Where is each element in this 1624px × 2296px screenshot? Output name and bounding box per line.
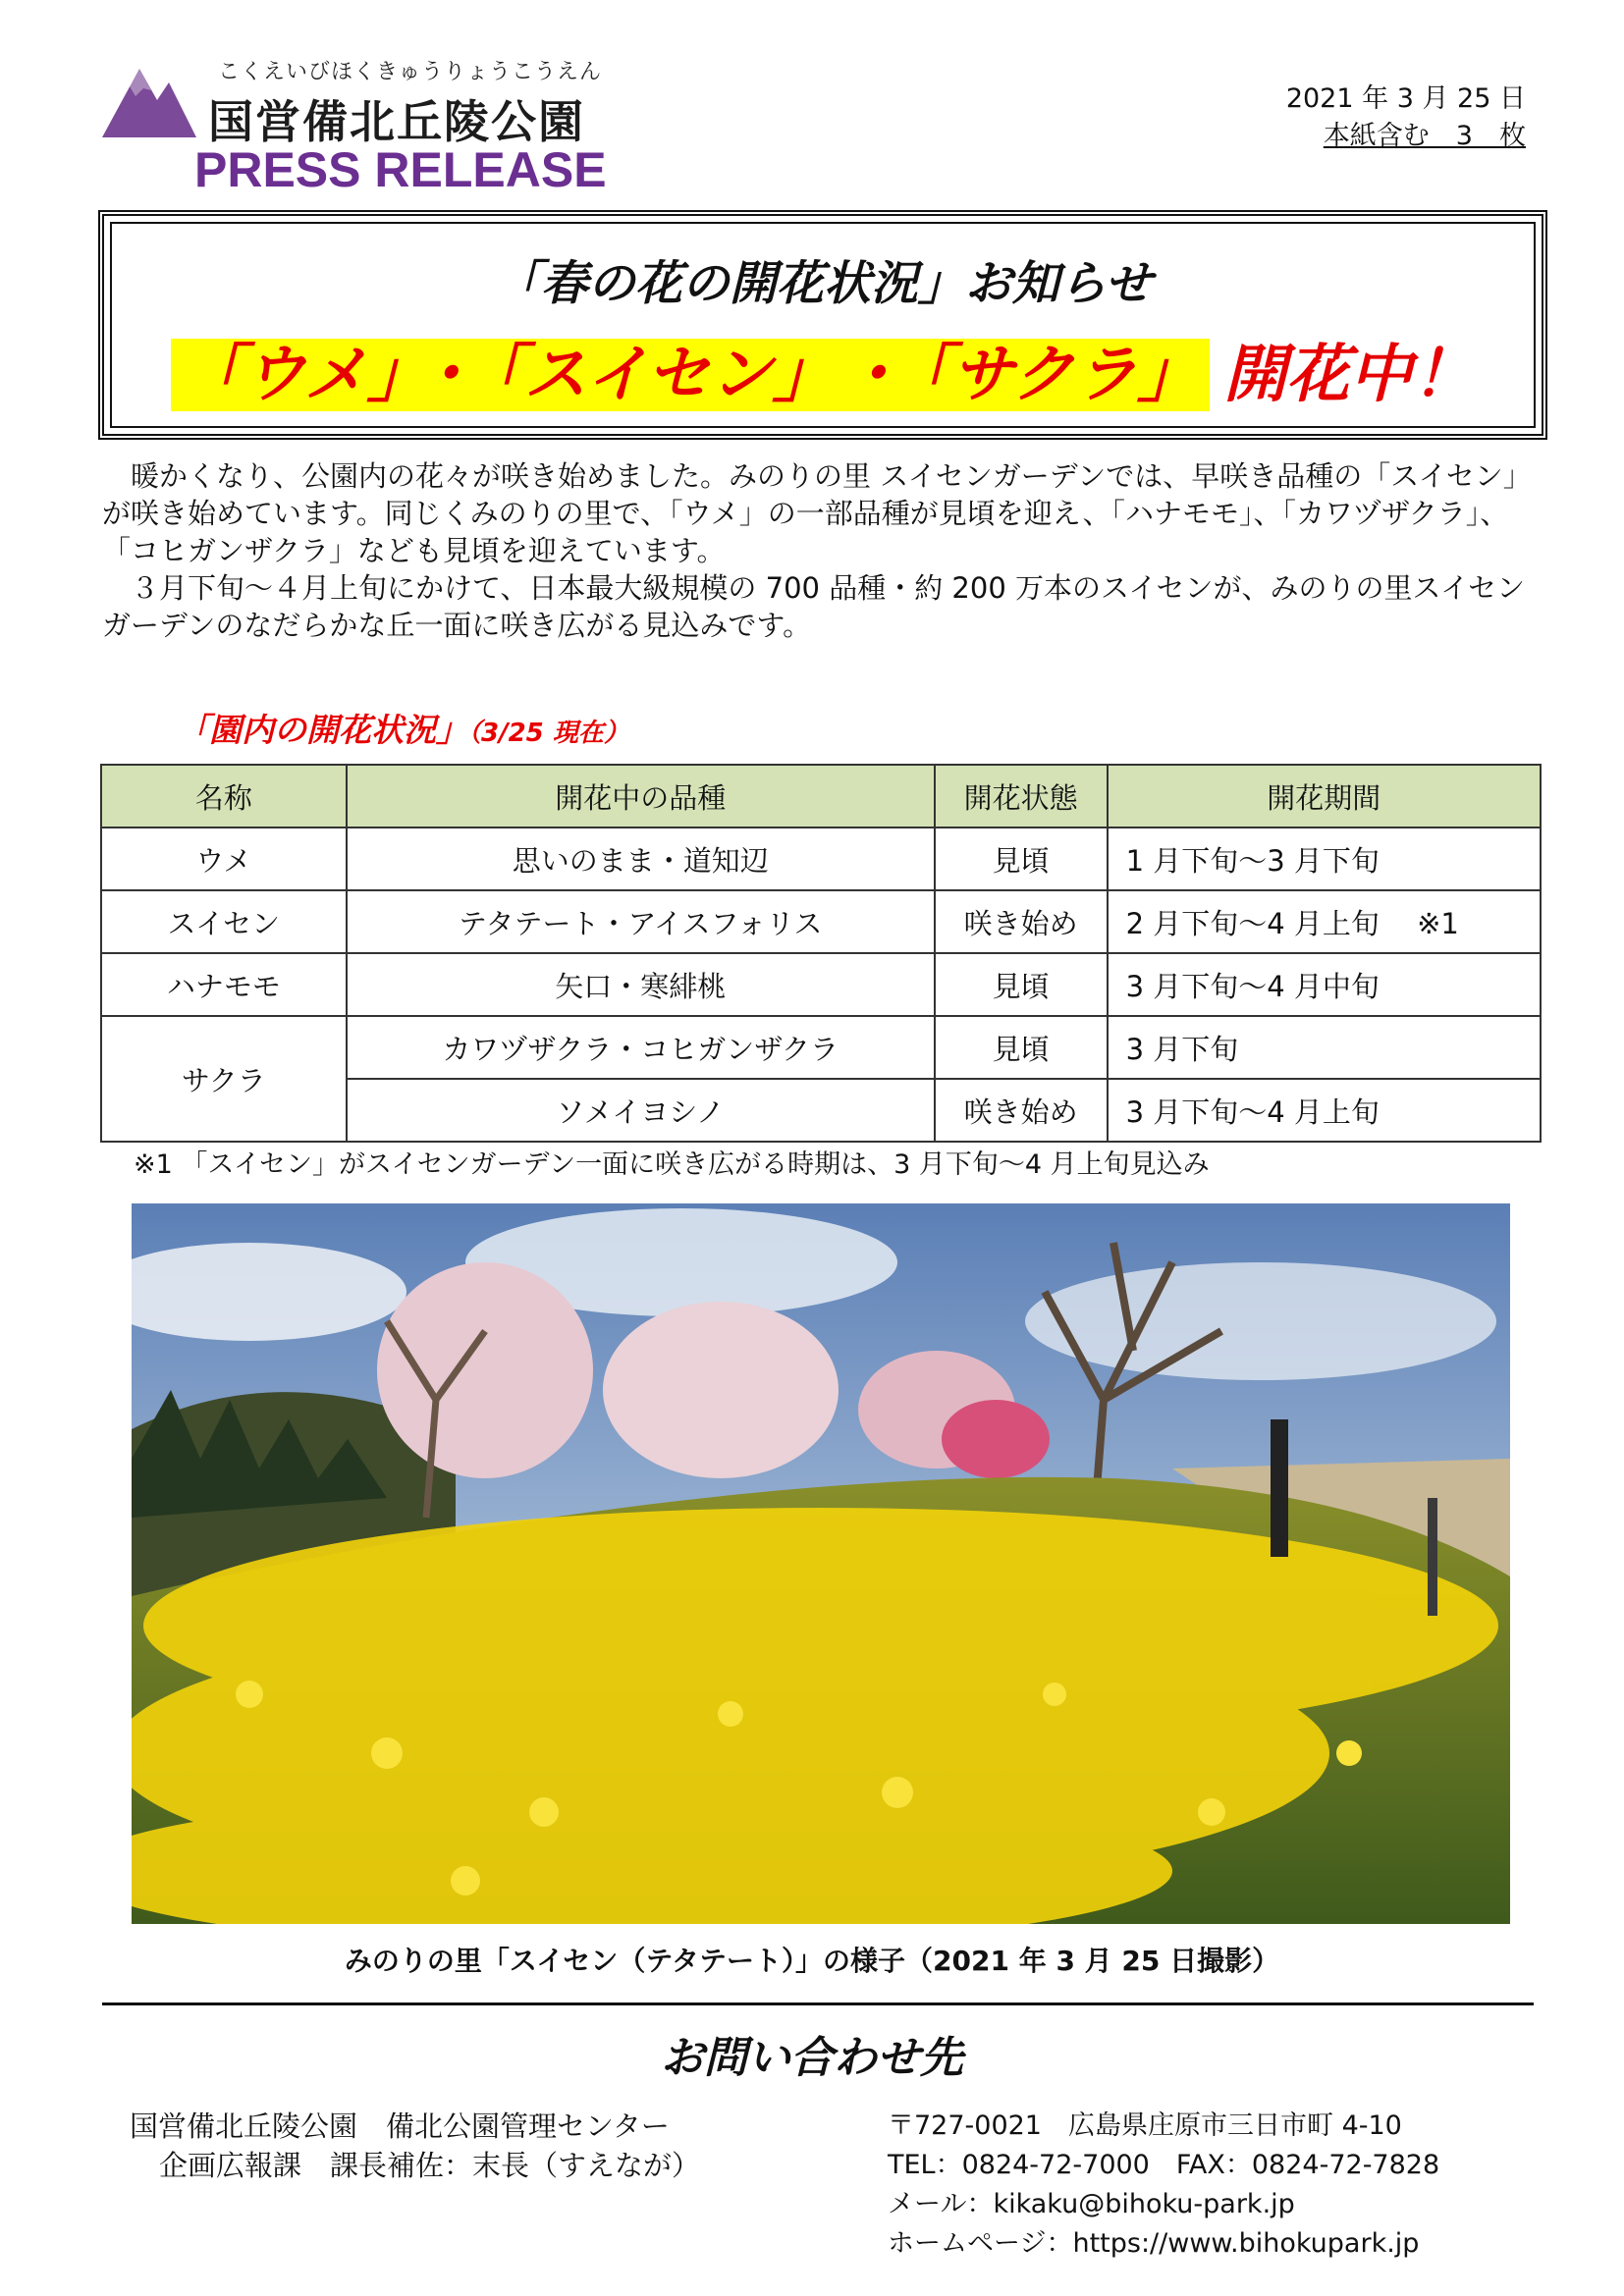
headline bbox=[104, 324, 1542, 414]
cell-period: 2 月下旬～4 月上旬 ※1 bbox=[1108, 890, 1541, 953]
bloom-status-table bbox=[100, 764, 1542, 1143]
daffodil-garden-photo bbox=[132, 1203, 1510, 1924]
org-line-1: 国営備北丘陵公園 備北公園管理センター bbox=[130, 2109, 670, 2143]
press-release-label: PRESS RELEASE bbox=[194, 142, 607, 197]
cell-period: 3 月下旬～4 月上旬 bbox=[1108, 1079, 1541, 1142]
divider bbox=[102, 2002, 1534, 2005]
title-box bbox=[98, 210, 1547, 440]
tel-fax: TEL：0824-72-7000 FAX：0824-72-7828 bbox=[888, 2150, 1440, 2180]
park-logo bbox=[100, 51, 630, 197]
header-name: 名称 bbox=[101, 765, 347, 828]
photo-caption: みのりの里「スイセン（テタテート）」の様子（2021 年 3 月 25 日撮影） bbox=[344, 1945, 1280, 1977]
header-period: 開花期間 bbox=[1108, 765, 1541, 828]
date-block bbox=[1286, 80, 1526, 155]
cell-status: 見頃 bbox=[935, 953, 1108, 1016]
table-row bbox=[101, 828, 1541, 890]
cell-status: 咲き始め bbox=[935, 1079, 1108, 1142]
cell-name: ウメ bbox=[101, 828, 347, 890]
section-title-date: （3/25 現在） bbox=[468, 719, 629, 748]
cell-variety: 思いのまま・道知辺 bbox=[347, 828, 935, 890]
email-address: メール：kikaku@bihoku-park.jp bbox=[888, 2189, 1295, 2219]
postal-address: 〒727-0021 広島県庄原市三日市町 4-10 bbox=[888, 2110, 1402, 2141]
cell-status: 咲き始め bbox=[935, 890, 1108, 953]
contact-organization bbox=[130, 2107, 700, 2185]
headline-rest: 開花中！ bbox=[1223, 339, 1476, 411]
logo-ruby-text: こくえいびほくきゅうりょうこうえん bbox=[218, 60, 603, 84]
cell-status: 見頃 bbox=[935, 1016, 1108, 1079]
intro-paragraph-1: 暖かくなり、公園内の花々が咲き始めました。みのりの里 スイセンガーデンでは、早咲き品種の「スイセン」が咲き始めています。同じくみのりの里で、「ウメ」の一部品種が見頃を迎え、「ハナモモ」、「カワヅザクラ」、「コヒガンザクラ」なども見頃を迎えています。 bbox=[102, 459, 1532, 567]
table-footnote: ※1 「スイセン」がスイセンガーデン一面に咲き広がる時期は、3 月下旬～4 月上旬見込み bbox=[134, 1149, 1210, 1180]
contact-details bbox=[888, 2107, 1439, 2264]
headline-highlight: 「ウメ」･「スイセン」 ･「サクラ」 bbox=[171, 339, 1211, 411]
section-title bbox=[177, 705, 629, 751]
cell-name: サクラ bbox=[101, 1016, 347, 1142]
mountain-logo-icon bbox=[100, 61, 198, 139]
cell-period: 1 月下旬～3 月下旬 bbox=[1108, 828, 1541, 890]
logo-park-name: 国営備北丘陵公園 bbox=[208, 95, 585, 148]
cell-variety: カワヅザクラ・コヒガンザクラ bbox=[347, 1016, 935, 1079]
table-header-row bbox=[101, 765, 1541, 828]
cell-name: ハナモモ bbox=[101, 953, 347, 1016]
cell-variety: 矢口・寒緋桃 bbox=[347, 953, 935, 1016]
cell-name: スイセン bbox=[101, 890, 347, 953]
cell-period: 3 月下旬～4 月中旬 bbox=[1108, 953, 1541, 1016]
table-row bbox=[101, 890, 1541, 953]
section-title-main: 「園内の開花状況」 bbox=[177, 711, 468, 749]
cell-period: 3 月下旬 bbox=[1108, 1016, 1541, 1079]
org-line-2: 企画広報課 課長補佐：末長（すえなが） bbox=[159, 2149, 701, 2182]
cell-variety: ソメイヨシノ bbox=[347, 1079, 935, 1142]
contact-title: お問い合わせ先 bbox=[661, 2033, 963, 2083]
table-row bbox=[101, 953, 1541, 1016]
table-row bbox=[101, 1016, 1541, 1079]
intro-paragraph-2: ３月下旬～４月上旬にかけて、日本最大級規模の 700 品種・約 200 万本のスイセンが、みのりの里スイセンガーデンのなだらかな丘一面に咲き広がる見込みです。 bbox=[102, 571, 1526, 642]
cell-status: 見頃 bbox=[935, 828, 1108, 890]
website-url: ホームページ：https://www.bihokupark.jp bbox=[888, 2228, 1420, 2259]
intro-text bbox=[102, 457, 1536, 644]
header-variety: 開花中の品種 bbox=[347, 765, 935, 828]
release-date: 2021 年 3 月 25 日 bbox=[1285, 83, 1526, 114]
cell-variety: テタテート・アイスフォリス bbox=[347, 890, 935, 953]
main-title: 「春の花の開花状況」お知らせ bbox=[493, 256, 1153, 311]
header-status: 開花状態 bbox=[935, 765, 1108, 828]
page-count: 本紙含む 3 枚 bbox=[1323, 121, 1526, 151]
